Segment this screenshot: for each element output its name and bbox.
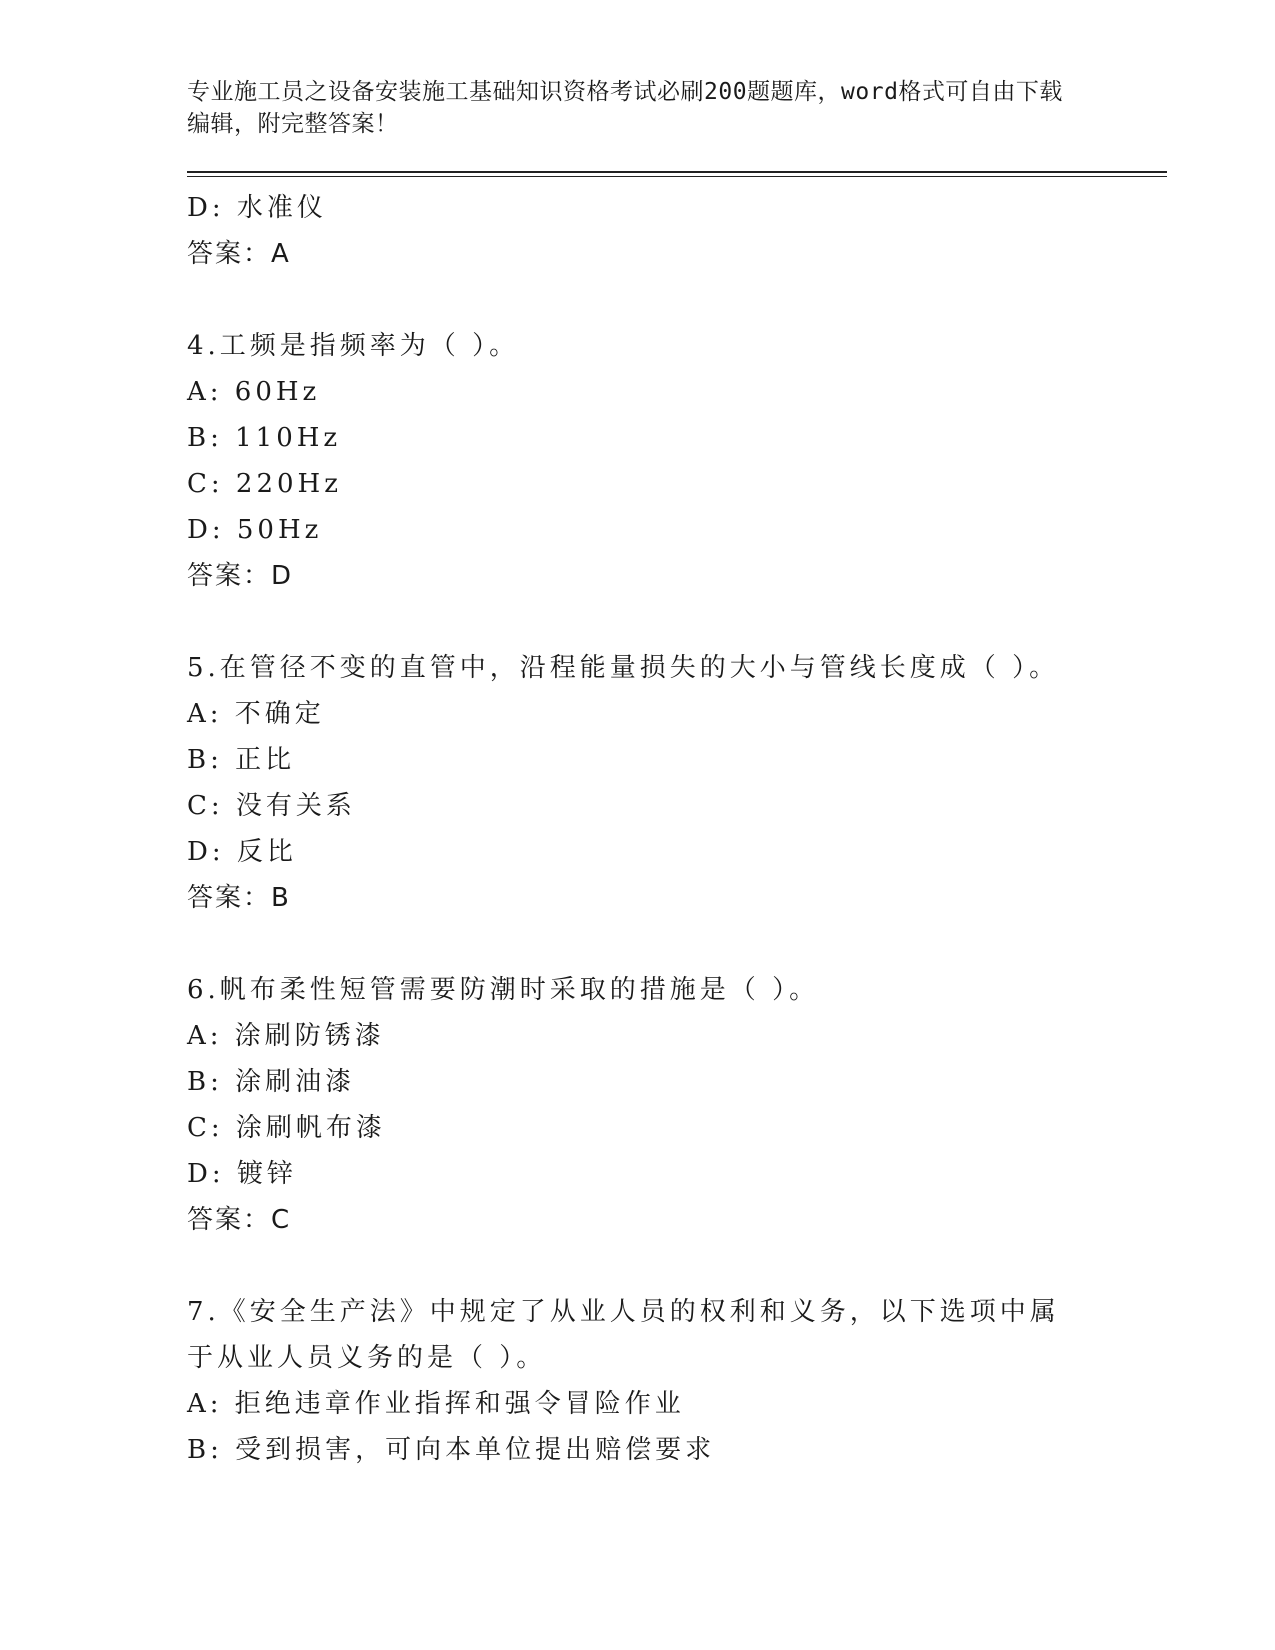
question-stem: 7.《安全生产法》中规定了从业人员的权利和义务，以下选项中属于从业人员义务的是（ ）。 [187, 1297, 1060, 1373]
document-title: 专业施工员之设备安装施工基础知识资格考试必刷200题题库，word格式可自由下载编辑，附完整答案！ [187, 79, 1063, 137]
header-divider [187, 171, 1167, 177]
option-b: B: 正比 [187, 745, 296, 775]
option-d: D: 镀锌 [187, 1159, 297, 1189]
answer-line: 答案：D [187, 561, 294, 591]
option-b: B: 受到损害，可向本单位提出赔偿要求 [187, 1435, 716, 1465]
option-c: C: 220Hz [187, 469, 342, 499]
option-b: B: 110Hz [187, 423, 342, 453]
question-stem: 5.在管径不变的直管中，沿程能量损失的大小与管线长度成（ ）。 [187, 653, 1060, 683]
answer-line: 答案：C [187, 1205, 292, 1235]
question-stem: 6.帆布柔性短管需要防潮时采取的措施是（ ）。 [187, 975, 820, 1005]
option-d: D: 水准仪 [187, 193, 327, 223]
answer-line: 答案：A [187, 239, 291, 269]
option-d: D: 50Hz [187, 515, 323, 545]
option-b: B: 涂刷油漆 [187, 1067, 356, 1097]
option-c: C: 没有关系 [187, 791, 356, 821]
option-a: A: 涂刷防锈漆 [187, 1021, 385, 1051]
option-a: A: 不确定 [187, 699, 325, 729]
option-d: D: 反比 [187, 837, 297, 867]
option-a: A: 拒绝违章作业指挥和强令冒险作业 [187, 1389, 685, 1419]
option-c: C: 涂刷帆布漆 [187, 1113, 386, 1143]
document-page [187, 70, 1167, 1473]
option-a: A: 60Hz [187, 377, 321, 407]
answer-line: 答案：B [187, 883, 291, 913]
question-list [187, 185, 1167, 1473]
question-stem: 4.工频是指频率为（ ）。 [187, 331, 520, 361]
